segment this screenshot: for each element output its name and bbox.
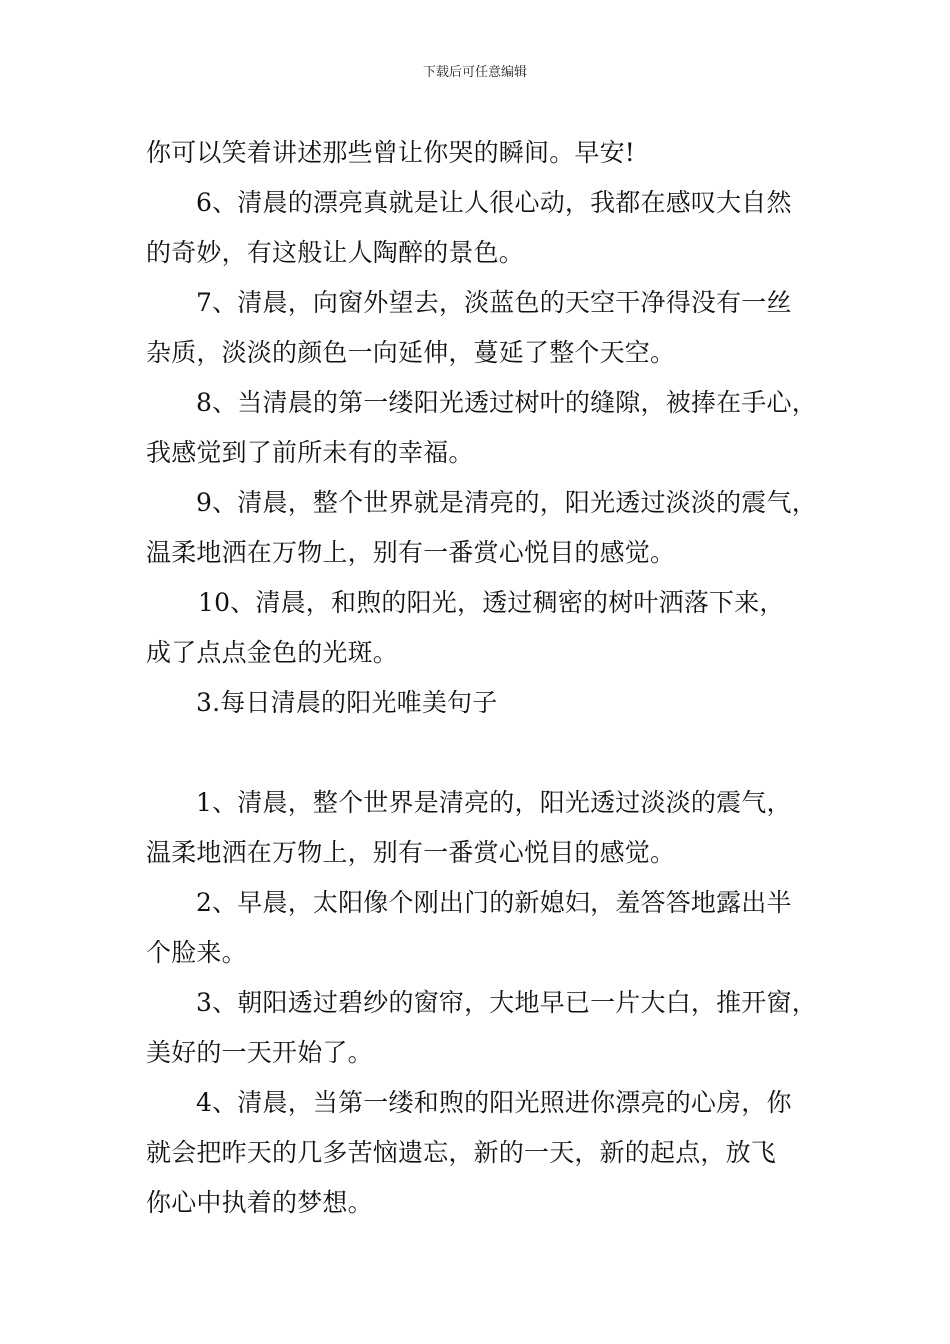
text-line: 8、当清晨的第一缕阳光透过树叶的缝隙，被捧在手心， <box>196 388 817 417</box>
text-line: 我感觉到了前所未有的幸福。 <box>146 438 474 467</box>
text-line: 个脸来。 <box>146 938 247 967</box>
text-line: 4、清晨，当第一缕和煦的阳光照进你漂亮的心房，你 <box>196 1088 792 1117</box>
text-line: 2、早晨，太阳像个刚出门的新媳妇，羞答答地露出半 <box>196 888 792 917</box>
text-line: 就会把昨天的几多苦恼遗忘，新的一天，新的起点，放飞 <box>146 1138 777 1167</box>
text-line: 的奇妙，有这般让人陶醉的景色。 <box>146 238 525 267</box>
section-heading: 3.每日清晨的阳光唯美句子 <box>196 688 498 717</box>
blank-line <box>146 728 826 778</box>
text-line: 杂质，淡淡的颜色一向延伸，蔓延了整个天空。 <box>146 338 676 367</box>
text-line: 成了点点金色的光斑。 <box>146 638 399 667</box>
text-line: 你心中执着的梦想。 <box>146 1188 373 1217</box>
text-line: 10、清晨，和煦的阳光，透过稠密的树叶洒落下来， <box>198 588 785 617</box>
text-line: 9、清晨，整个世界就是清亮的，阳光透过淡淡的震气， <box>196 488 817 517</box>
text-line: 6、清晨的漂亮真就是让人很心动，我都在感叹大自然 <box>196 188 792 217</box>
text-line: 你可以笑着讲述那些曾让你哭的瞬间。早安! <box>146 138 636 167</box>
text-line: 1、清晨，整个世界是清亮的，阳光透过淡淡的震气， <box>196 788 792 817</box>
text-line: 美好的一天开始了。 <box>146 1038 373 1067</box>
page-header: 下载后可任意编辑 <box>422 65 527 80</box>
document-body <box>146 128 826 1228</box>
text-line: 7、清晨，向窗外望去，淡蓝色的天空干净得没有一丝 <box>196 288 792 317</box>
text-line: 温柔地洒在万物上，别有一番赏心悦目的感觉。 <box>146 838 676 867</box>
text-line: 3、朝阳透过碧纱的窗帘，大地早已一片大白，推开窗， <box>196 988 817 1017</box>
text-line: 温柔地洒在万物上，别有一番赏心悦目的感觉。 <box>146 538 676 567</box>
